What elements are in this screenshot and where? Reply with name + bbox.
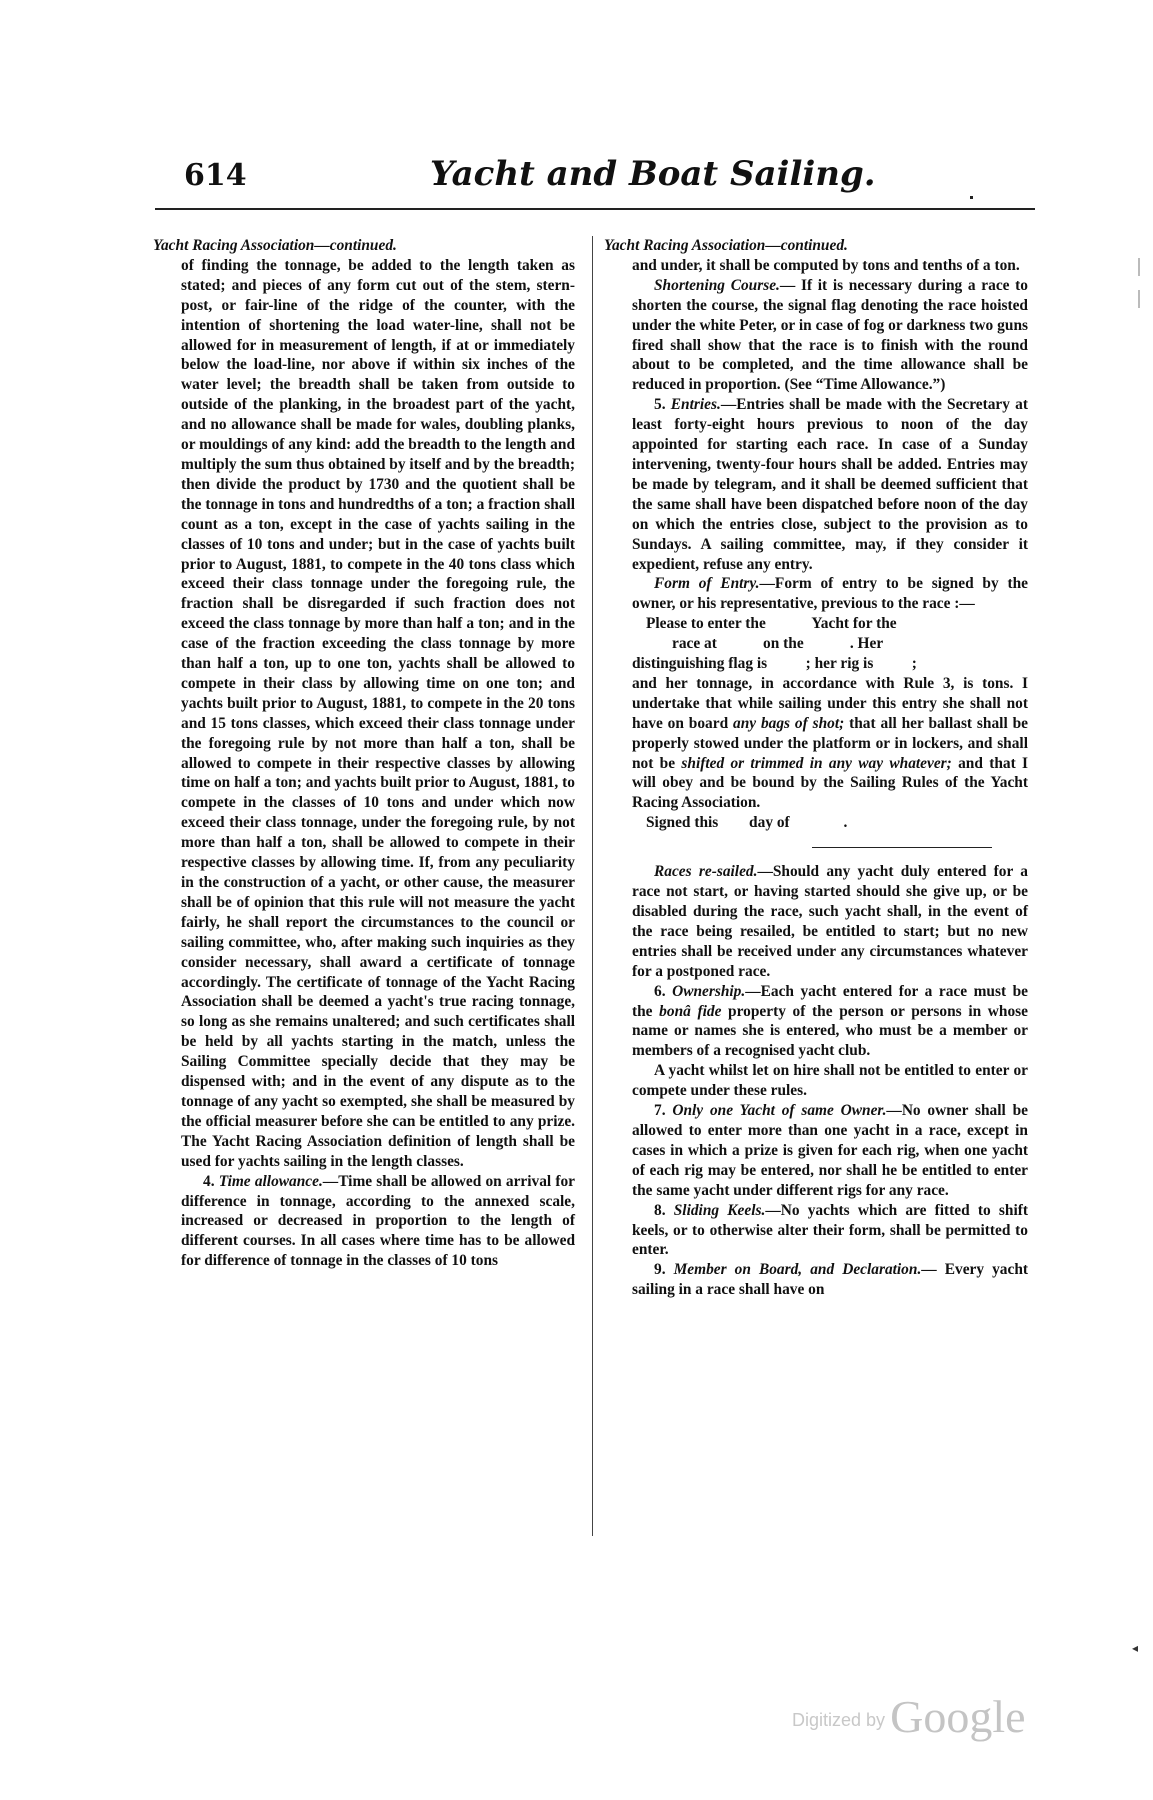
watermark-brand: Google bbox=[890, 1691, 1026, 1742]
scan-edge-mark bbox=[1138, 290, 1140, 308]
left-column bbox=[153, 236, 575, 1271]
section-rule bbox=[812, 847, 992, 848]
resailed-paragraph bbox=[632, 862, 1028, 981]
form-undertaking-italic-2: shifted or trimmed in any way whatever; bbox=[681, 754, 952, 772]
digitized-watermark bbox=[792, 1690, 1026, 1743]
only-one-paragraph bbox=[632, 1101, 1028, 1201]
member-text: — Every yacht sailing in a race shall have on bbox=[632, 1261, 1029, 1299]
member-paragraph bbox=[632, 1260, 1028, 1300]
shortening-paragraph bbox=[632, 276, 1028, 395]
left-paragraph-1: of finding the tonnage, be added to the length taken as stated; and pieces of any form cut out of the stem, stern-post, or fair-line of the ridge of the counter, with the intention of shortening the load water-line, shall not be allowed for in measurement of length, if at or immediately below the load-line, nor above if within six inches of the water level; the breadth shall be taken from outside to outside of the planking, in the broadest part of the yacht, and no allowance shall be made for wales, doubling planks, or mouldings of any kind: add the breadth to the length and multiply the sum thus obtained by itself and by the breadth; then divide the product by 1730 and the quotient shall be the tonnage in tons and hundredths of a ton; a fraction shall count as a ton, except in the case of yachts sailing in the classes of 10 tons and under; but in the case of yachts built prior to August, 1881, to compete in the 40 tons class which exceed their class tonnage under the foregoing rule, the fraction shall be disregarded if such fraction does not exceed the class tonnage by more than half a ton; and in the case of the fraction exceeding the class tonnage by more than half a ton, up to one ton, yachts shall be allowed to compete in their class by allowing time on one ton; and yachts built prior to August, 1881, to compete in the 20 tons and 15 tons classes, which exceed their class tonnage under the foregoing rule by not more than half a ton, shall be allowed to compete in their respective classes by allowing time on half a ton; and yachts built prior to August, 1881, to compete in the classes of 10 tons and under which now exceed their class tonnage, under the foregoing rule, by not more than half a ton, shall be allowed to compete in their respective classes by allowing time. If, from any peculiarity in the construction of a yacht, or other cause, the measurer shall be of opinion that this rule will not measure the yacht fairly, he shall report the circumstances to the council or sailing committee, who, after making such inquiries as they consider necessary, shall award a certificate of tonnage accordingly. The certificate of tonnage of the Yacht Racing Association shall be deemed a yacht's true racing tonnage, so long as she remains unaltered; and such certificates shall be held by all yachts starting in the match, unless the Sailing Committee specially decide that they may be dispensed with; and in the event of any dispute as to the tonnage of any yacht so exempted, she shall be measured by the official measurer before she can be entitled to any prize. The Yacht Racing Association definition of length shall be used for yachts sailing in the length classes. bbox=[181, 256, 575, 1170]
form-undertaking-italic-1: any bags of shot; bbox=[733, 714, 845, 732]
column-divider bbox=[592, 236, 593, 1536]
entries-paragraph bbox=[632, 395, 1028, 574]
time-allowance-title: Time allowance. bbox=[218, 1172, 323, 1190]
form-undertaking-a: and her tonnage, in accordance with Rule 3, is tons. I undertake that while sailing under this entry she shall not have on board bbox=[632, 674, 1028, 732]
header-dot bbox=[970, 196, 973, 199]
header-rule bbox=[155, 208, 1035, 210]
time-allowance-paragraph bbox=[181, 1172, 575, 1272]
form-signed: Signed this day of . bbox=[646, 814, 848, 832]
ownership-paragraph bbox=[632, 982, 1028, 1062]
scan-edge-mark bbox=[1138, 258, 1140, 276]
ownership-text-a: —Each yacht entered for a race must be the bbox=[632, 982, 1028, 1020]
form-line-1: Please to enter the Yacht for the bbox=[646, 615, 897, 633]
ownership-title: Ownership. bbox=[672, 982, 746, 1000]
form-line-3: distinguishing flag is ; her rig is ; bbox=[632, 655, 917, 673]
member-title: Member on Board, and Declaration. bbox=[673, 1261, 922, 1279]
entries-number: 5. bbox=[654, 396, 666, 414]
entries-text: —Entries shall be made with the Secretary at least forty-eight hours previous to noon of the day appointed for starting each race. In case of a Sunday intervening, twenty-four hours shall be added. Entries may be made by telegram, and it shall be deemed sufficient that the same shall have been dispatched before noon of the day on which the entries close, subject to the provision as to Sundays. A sailing committee, may, if they consider it expedient, refuse any entry. bbox=[632, 396, 1028, 573]
sliding-text: —No yachts which are fitted to shift keels, or to otherwise alter their form, shall be permitted to enter. bbox=[632, 1201, 1028, 1259]
only-one-number: 7. bbox=[654, 1102, 666, 1120]
sliding-paragraph bbox=[632, 1201, 1028, 1261]
right-continued-heading: Yacht Racing Association—continued. bbox=[604, 237, 848, 254]
form-paragraph bbox=[632, 574, 1028, 614]
right-body bbox=[608, 256, 1028, 1300]
entries-title: Entries. bbox=[670, 396, 721, 414]
page-number: 614 bbox=[184, 158, 247, 193]
right-paragraph-1: and under, it shall be computed by tons and tenths of a ton. bbox=[632, 256, 1020, 274]
left-body bbox=[157, 256, 575, 1271]
ownership-text-b: property of the person or persons in whose name or names she is entered, who must be a member or members of a recognised yacht club. bbox=[632, 1002, 1028, 1060]
only-one-title: Only one Yacht of same Owner. bbox=[672, 1102, 887, 1120]
hire-paragraph: A yacht whilst let on hire shall not be entitled to enter or compete under these rules. bbox=[632, 1062, 1028, 1100]
time-allowance-text: —Time shall be allowed on arrival for difference in tonnage, according to the annexed scale, increased or decreased in proportion to the length of different courses. In all cases where time has to be allowed for difference of tonnage in the classes of 10 tons bbox=[181, 1172, 575, 1270]
only-one-text: —No owner shall be allowed to enter more than one yacht in a race, except in cases in which a prize is given for each rig, when one yacht of each rig may be entered, nor shall he be entitled to enter the same yacht under different rigs for any race. bbox=[632, 1102, 1028, 1199]
form-text: —Form of entry to be signed by the owner, or his representative, previous to the race :— bbox=[632, 575, 1028, 613]
shortening-text: — If it is necessary during a race to shorten the course, the signal flag denoting the race hoisted under the white Peter, or in case of fog or darkness two guns fired shall show that the race is to finish with the round about to be completed, and the time allowance shall be reduced in proportion. (See “Time Allowance.”) bbox=[632, 276, 1028, 394]
watermark-prefix: Digitized by bbox=[792, 1710, 886, 1730]
sliding-number: 8. bbox=[654, 1201, 666, 1219]
running-title: Yacht and Boat Sailing. bbox=[430, 154, 876, 194]
sliding-title: Sliding Keels. bbox=[673, 1201, 766, 1219]
scan-arrow-icon: ◂ bbox=[1132, 1641, 1139, 1655]
ownership-italic: bonâ fide bbox=[659, 1002, 722, 1020]
shortening-title: Shortening Course. bbox=[654, 276, 780, 294]
ownership-number: 6. bbox=[654, 982, 666, 1000]
form-title: Form of Entry. bbox=[654, 575, 760, 593]
form-undertaking-b: that all her ballast shall be properly stowed under the platform or in lockers, and shall not be bbox=[632, 714, 1028, 772]
resailed-title: Races re-sailed. bbox=[654, 863, 758, 881]
left-continued-heading: Yacht Racing Association—continued. bbox=[153, 237, 397, 254]
form-undertaking-c: and that I will obey and be bound by the Sailing Rules of the Yacht Racing Association. bbox=[632, 754, 1029, 812]
page-header bbox=[170, 150, 1030, 202]
member-number: 9. bbox=[654, 1261, 666, 1279]
resailed-text: —Should any yacht duly entered for a race not start, or having started should she give up, or be disabled during the race, such yacht shall, in the event of the race being resailed, be entitled to start; but no new entries shall be received under any circumstances whatever for a postponed race. bbox=[632, 863, 1028, 980]
form-undertaking bbox=[632, 674, 1028, 813]
right-column bbox=[604, 236, 1029, 1300]
time-allowance-number: 4. bbox=[203, 1172, 215, 1190]
form-line-2: race at on the . Her bbox=[672, 635, 884, 653]
